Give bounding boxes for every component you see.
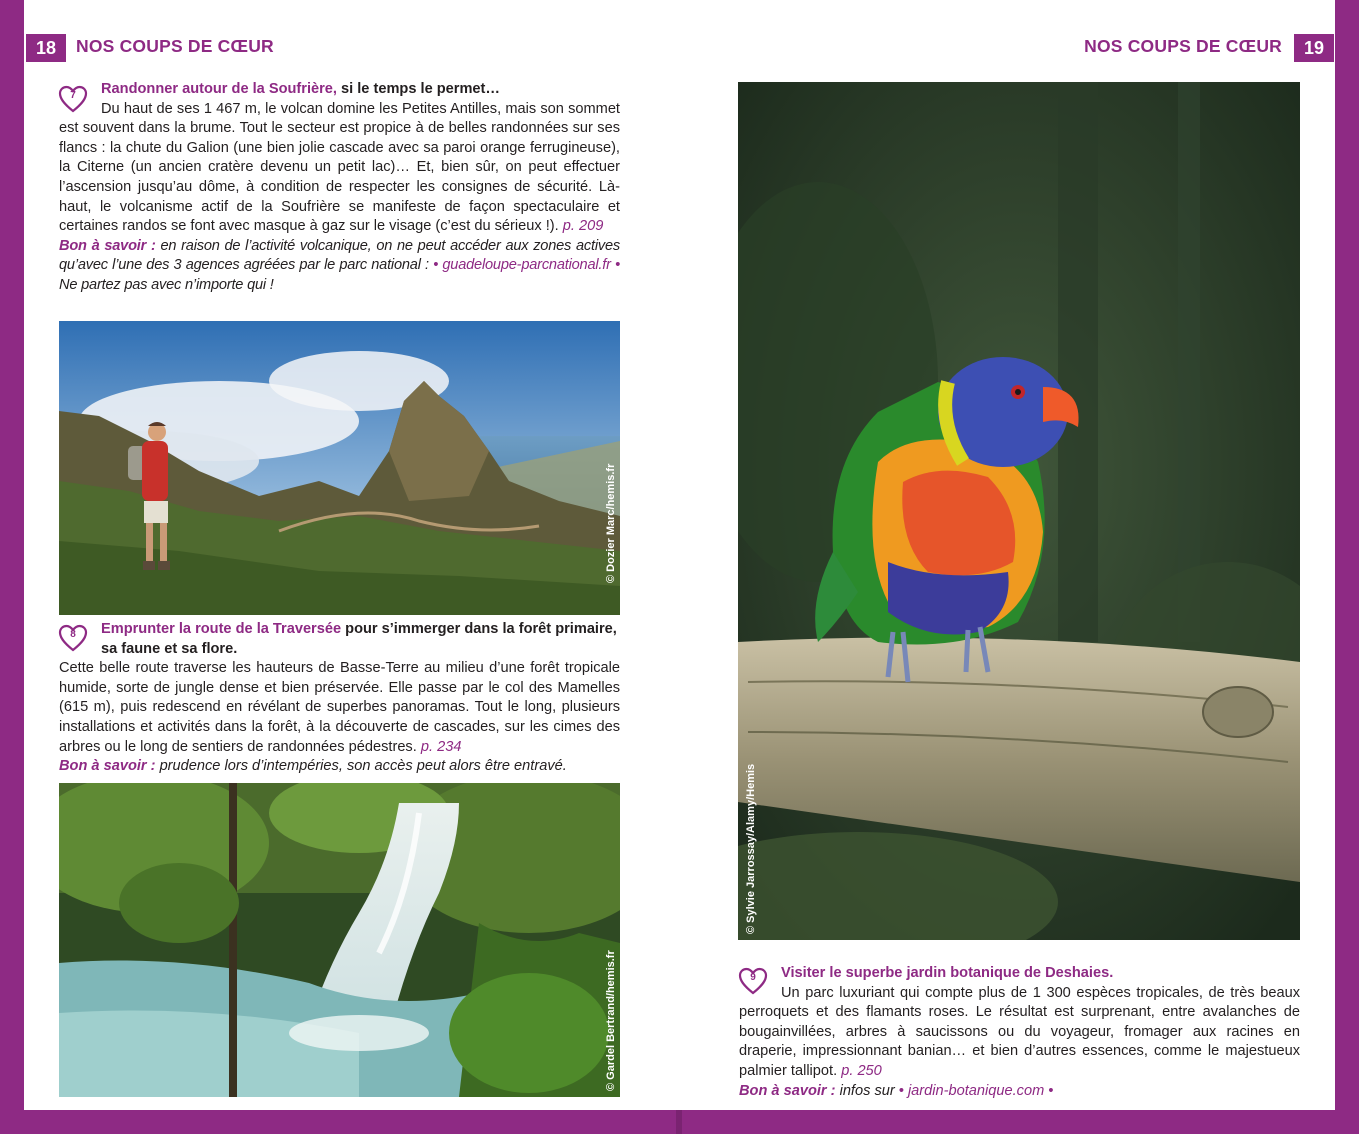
tip-text: prudence lors d’intempéries, son accès peut alors être entravé.	[155, 758, 567, 775]
tip-text: infos sur	[835, 1082, 899, 1099]
book-gutter	[676, 1110, 682, 1134]
page-number-left: 18	[26, 34, 66, 62]
running-head-right: NOS COUPS DE CŒUR	[1084, 36, 1282, 56]
tip-text-end: Ne partez pas avec n’importe qui !	[59, 276, 274, 293]
entry-title: Visiter le superbe jardin botanique de Deshaies.	[781, 965, 1114, 981]
tip-label: Bon à savoir :	[59, 758, 156, 775]
photo-credit: © Gardel Bertrand/hemis.fr	[605, 950, 617, 1091]
entry-8	[59, 620, 620, 777]
entry-subtitle: si le temps le permet…	[336, 81, 500, 97]
entry-title: Randonner autour de la Soufrière,	[101, 81, 337, 97]
badge-number: 8	[70, 629, 76, 640]
entry-subtitle: pour s’immerger dans la forêt primaire, sa faune et sa flore.	[101, 621, 617, 657]
badge-number: 9	[750, 972, 756, 983]
badge-number: 7	[70, 90, 76, 101]
photo-credit: © Sylvie Jarrossay/Alamy/Hemis	[745, 763, 757, 934]
entry-9	[739, 964, 1300, 1101]
photo-waterfall	[59, 783, 620, 1097]
tip-text: en raison de l’activité volcanique, on ne peut accéder aux zones actives qu’avec l’une des 3 agences agréées par le parc national :	[59, 237, 620, 274]
page-ref[interactable]: p. 234	[420, 738, 462, 755]
page-ref[interactable]: p. 250	[841, 1062, 882, 1079]
entry-body: Du haut de ses 1 467 m, le volcan domine les Petites Antilles, mais son sommet est souvent dans la brume. Tout le secteur est propice à de belles randonnées sur ses flancs : la chute du Galion (une bien jolie cascade avec sa paroi orange ferrugineuse), la Citerne (un ancien cratère devenu un petit lac)… Et, bien sûr, on peut effectuer l’ascension jusqu’au dôme, à condition de respecter les consignes de sécurité. Là-haut, le volcanisme actif de la Soufrière se manifeste de façon spectaculaire et certaines randos se font avec masque à gaz sur le visage (c’est du sérieux !).	[59, 100, 620, 235]
entry-body: Un parc luxuriant qui compte plus de 1 300 espèces tropicales, de très beaux perroquets et des flamants roses. Le résultat est surprenant, entre avalanches de bougainvillées, arbres à saucissons ou du voyageur, fromager aux racines en draperie, impressionnant banian… et bien d’autres essences, comme le majestueux palmier tallipot.	[739, 984, 1300, 1079]
page-number-right: 19	[1294, 34, 1334, 62]
photo-soufriere-hiker	[59, 321, 620, 615]
photo-lorikeet	[738, 82, 1300, 940]
tip-label: Bon à savoir :	[59, 237, 156, 254]
entry-7	[59, 80, 620, 296]
tip-label: Bon à savoir :	[739, 1082, 836, 1099]
page-ref[interactable]: p. 209	[562, 218, 604, 235]
right-margin-bar	[1335, 0, 1359, 1134]
photo-credit: © Dozier Marc/hemis.fr	[605, 463, 617, 583]
tip-link[interactable]: • guadeloupe-parcnational.fr •	[433, 257, 620, 274]
entry-body: Cette belle route traverse les hauteurs de Basse-Terre au milieu d’une forêt tropicale humide, sorte de jungle dense et bien préservée. Elle passe par le col des Mamelles (615 m), puis redescend en révélant de superbes panoramas. Tout le long, plusieurs installations et activités dans la forêt, à la découverte de cascades, sur les cimes des arbres ou le long de sentiers de randonnées pédestres.	[59, 660, 620, 755]
tip-link[interactable]: • jardin-botanique.com •	[898, 1082, 1054, 1099]
running-head-left: NOS COUPS DE CŒUR	[76, 36, 274, 56]
entry-title: Emprunter la route de la Traversée	[101, 621, 342, 637]
left-margin-bar	[0, 0, 24, 1134]
